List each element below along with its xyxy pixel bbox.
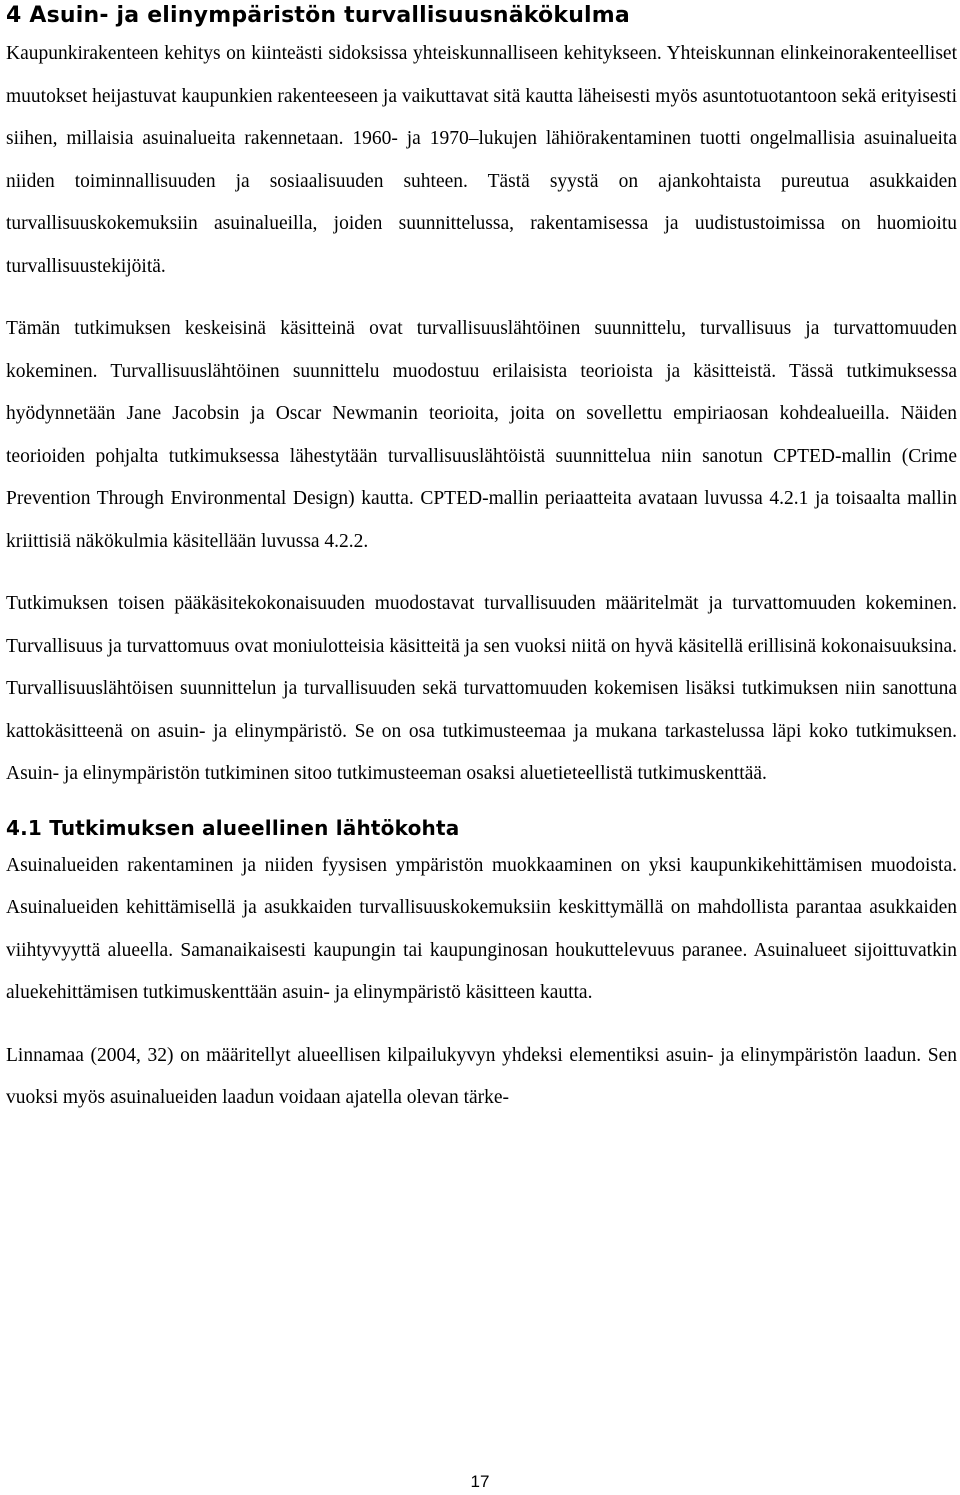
document-page <box>6 0 957 1120</box>
body-paragraph: Asuinalueiden rakentaminen ja niiden fyysisen ympäristön muokkaaminen on yksi kaupunkikehittämisen muodoista. Asuinalueiden kehittämisellä ja asukkaiden turvallisuuskokemuksiin keskittymällä on mahdollista parantaa asukkaiden viihtyvyyttä alueella. Samanaikaisesti kaupungin tai kaupunginosan houkuttelevuus paranee. Asuinalueet sijoittuvatkin aluekehittämisen tutkimuskenttään asuin- ja elinympäristö käsitteen kautta. <box>6 854 957 1003</box>
subsection-heading: 4.1 Tutkimuksen alueellinen lähtökohta <box>6 815 460 840</box>
body-paragraph: Linnamaa (2004, 32) on määritellyt alueellisen kilpailukyvyn yhdeksi elementiksi asuin- ja elinympäristön laadun. Sen vuoksi myös asuinalueiden laadun voidaan ajatella olevan tärke- <box>6 1044 957 1108</box>
body-paragraph: Tämän tutkimuksen keskeisinä käsitteinä ovat turvallisuuslähtöinen suunnittelu, turvallisuus ja turvattomuuden kokeminen. Turvallisuuslähtöinen suunnittelu muodostuu erilaisista teorioista ja käsitteistä. Tässä tutkimuksessa hyödynnetään Jane Jacobsin ja Oscar Newmanin teorioita, joita on sovellettu empiriaosan kohdealueilla. Näiden teorioiden pohjalta tutkimuksessa lähestytään turvallisuuslähtöistä suunnittelua niin sanotun CPTED-mallin (Crime Prevention Through Environmental Design) kautta. CPTED-mallin periaatteita avataan luvussa 4.2.1 ja toisaalta mallin kriittisiä näkökulmia käsitellään luvussa 4.2.2. <box>6 318 957 552</box>
page-number: 17 <box>470 1472 490 1491</box>
section-heading: 4 Asuin- ja elinympäristön turvallisuusnäkökulma <box>6 3 630 28</box>
body-paragraph: Tutkimuksen toisen pääkäsitekokonaisuuden muodostavat turvallisuuden määritelmät ja turvattomuuden kokeminen. Turvallisuus ja turvattomuus ovat moniulotteisia käsitteitä ja sen vuoksi niitä on hyvä käsitellä erillisinä kokonaisuuksina. Turvallisuuslähtöisen suunnittelun ja turvallisuuden sekä turvattomuuden kokemisen lisäksi tutkimuksen niin sanottuna kattokäsitteenä on asuin- ja elinympäristö. Se on osa tutkimusteemaa ja mukana tarkastelussa läpi koko tutkimuksen. Asuin- ja elinympäristön tutkiminen sitoo tutkimusteeman osaksi aluetieteellistä tutkimuskenttää. <box>6 593 957 784</box>
body-paragraph: Kaupunkirakenteen kehitys on kiinteästi sidoksissa yhteiskunnalliseen kehitykseen. Yhteiskunnan elinkeinorakenteelliset muutokset heijastuvat kaupunkien rakenteeseen ja vaikuttavat sitä kautta läheisesti myös asuntotuotantoon sekä erityisesti siihen, millaisia asuinalueita rakennetaan. 1960- ja 1970–lukujen lähiörakentaminen tuotti ongelmallisia asuinalueita niiden toiminnallisuuden ja sosiaalisuuden suhteen. Tästä syystä on ajankohtaista pureutua asukkaiden turvallisuuskokemuksiin asuinalueilla, joiden suunnittelussa, rakentamisessa ja uudistustoimissa on huomioitu turvallisuustekijöitä. <box>6 43 957 277</box>
